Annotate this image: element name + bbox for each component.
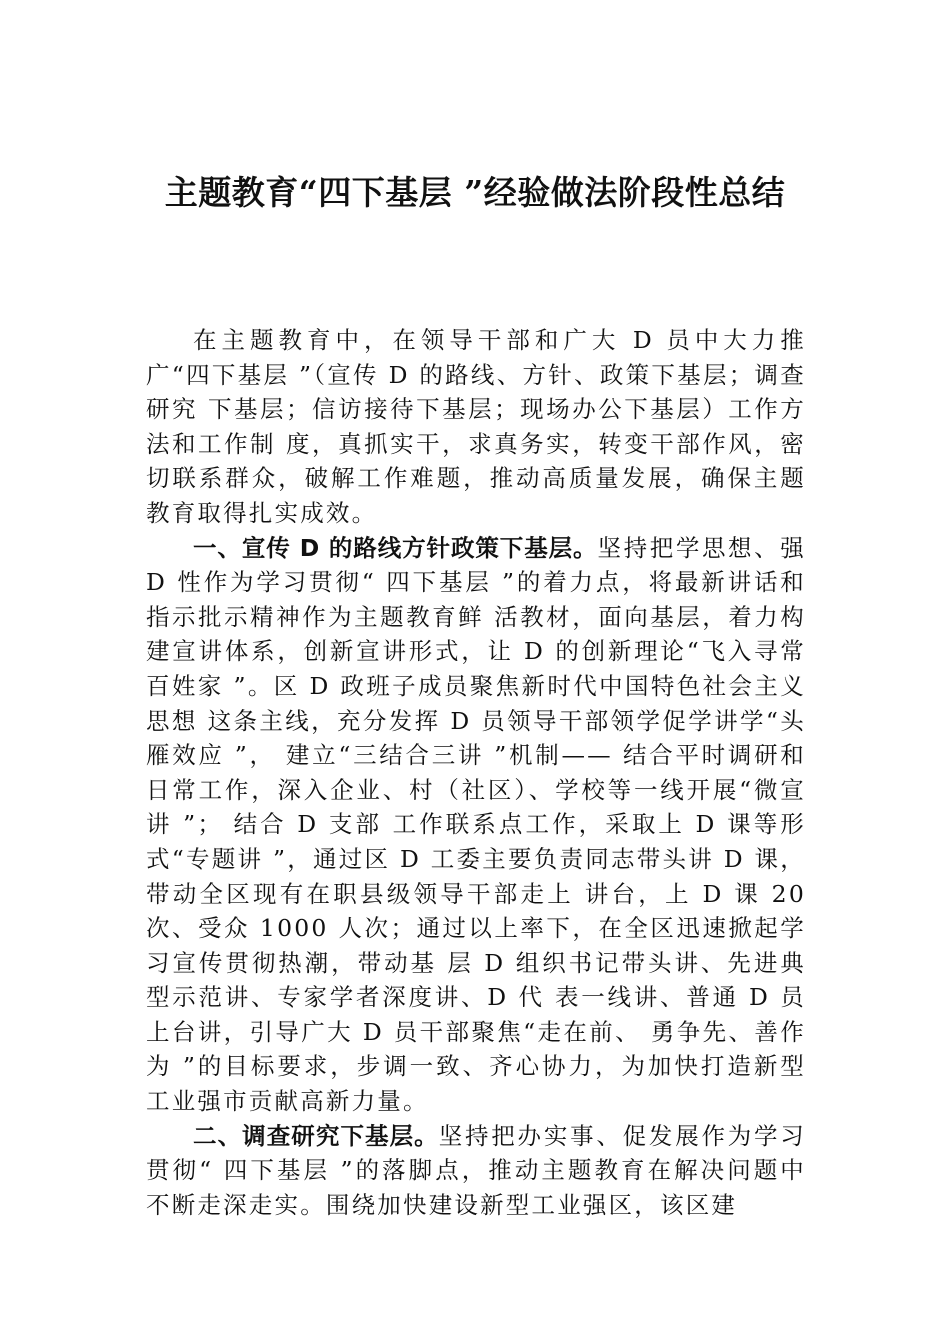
document-title: 主题教育“四下基层 ”经验做法阶段性总结	[164, 173, 786, 212]
document-body	[146, 323, 806, 1222]
section-2-heading: 二、调查研究下基层。	[193, 1121, 439, 1150]
paragraph-section-1	[146, 531, 806, 1119]
section-1-text: 坚持把学思想、强 D 性作为学习贯彻“ 四下基层 ”的着力点，将最新讲话和指示批示精神作为主题教育鲜 活教材，面向基层，着力构建宣讲体系，创新宣讲形式，让 D 的创新理论“飞入寻常百姓家 ”。区 D 政班子成员聚焦新时代中国特色社会主义思想 这条主线，充分发挥 D 员领导干部领学促学讲学“头雁效应 ”， 建立“三结合三讲 ”机制—— 结合平时调研和日常工作，深入企业、村（社区）、学校等一线开展“微宣讲 ”； 结合 D 支部 工作联系点工作，采取上 D 课等形式“专题讲 ”，通过区 D 工委主要负责同志带头讲 D 课，带动全区现有在职县级领导干部走上 讲台，上 D 课 20 次、受众 1000 人次；通过以上率下，在全区迅速掀起学习宣传贯彻热潮，带动基 层 D 组织书记带头讲、先进典型示范讲、专家学者深度讲、D 代 表一线讲、普通 D 员上台讲，引导广大 D 员干部聚焦“走在前、 勇争先、善作为 ”的目标要求，步调一致、齐心协力，为加快打造新型工业强市贡献高新力量。	[146, 533, 806, 1116]
paragraph-intro	[146, 323, 806, 531]
paragraph-section-2	[146, 1119, 806, 1223]
section-1-heading: 一、宣传 D 的路线方针政策下基层。	[193, 533, 598, 562]
paragraph-intro-text: 在主题教育中，在领导干部和广大 D 员中大力推 广“四下基层 ”（宣传 D 的路线、方针、政策下基层；调查研究 下基层；信访接待下基层；现场办公下基层）工作方法和工作制 度，真抓实干，求真务实，转变干部作风，密切联系群众，破解工作难题，推动高质量发展，确保主题教育取得扎实成效。	[146, 326, 806, 527]
section-2-text: 坚持把办实事、促发展作为学习贯彻“ 四下基层 ”的落脚点，推动主题教育在解决问题中不断走深走实。围绕加快建设新型工业强区，该区建	[146, 1121, 806, 1219]
